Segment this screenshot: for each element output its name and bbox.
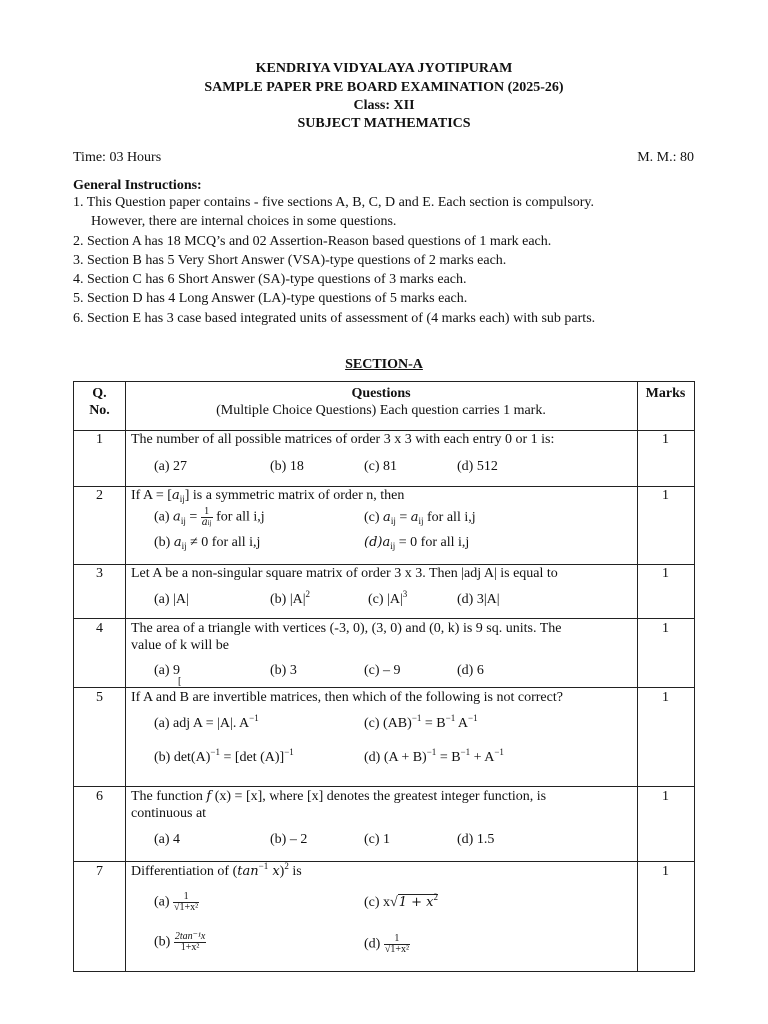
section-title: SECTION-A [345,357,423,372]
question-number: 4 [96,621,103,636]
question-table [73,381,695,972]
question-number: 2 [96,488,103,503]
row-divider [74,786,694,787]
qno-header: Q. [92,386,107,401]
option-b: (b) $|A|^2$ [270,589,311,607]
option-a: (a) 4 [154,832,181,847]
option-d: (d) 512 [457,459,498,474]
question-text: The function f (x) = [x], where [x] denotes the greatest integer function, is [131,789,547,804]
question-number: 5 [96,690,103,705]
option-d: (d) 6 [457,663,484,678]
option-c: (c) $a_{ij} = a_{ij}$ for all i,j [364,510,476,526]
row-divider [74,486,694,487]
instruction-item: 1. This Question paper contains - five sections A, B, C, D and E. Each section is compulsory. [73,195,595,210]
option-d: (d) 1.5 [457,832,495,847]
instruction-item: 5. Section D has 4 Long Answer (LA)-type questions of 5 marks each. [73,291,468,306]
option-c: (c) $(AB)^{-1} = B^{-1}$ $A^{-1}$ [364,713,478,731]
option-b: (b) 18 [270,459,304,474]
option-c: (c) 1 [364,832,391,847]
option-b: (b) $\det(A)^{-1} = [\det$ (A)]$^{-1}$ [154,747,294,765]
fraction: $\frac{1}{\text{√1+x²}}$ [384,933,409,955]
question-text: continuous at [131,806,207,821]
exam-title: SAMPLE PAPER PRE BOARD EXAMINATION (2025-26) [204,80,564,95]
question-text: Let A be a non-singular square matrix of order 3 x 3. Then |adj A| is equal to [131,566,558,581]
question-text: Differentiation of ($\tan^{-1}$ x)$^2$ is [131,861,302,879]
option-b: (b) $\frac{\text{2tan⁻¹x}}{\text{1+x²}}$ [154,931,206,953]
option-a: (a) $\frac{1}{\text{√1+x²}}$ [154,891,199,913]
question-marks: 1 [662,621,669,636]
question-text: The area of a triangle with vertices (-3, 0), (3, 0) and (0, k) is 9 sq. units. The [131,621,562,636]
option-c: (c) – 9 [364,663,401,678]
time-label: Time: 03 Hours [73,150,162,165]
option-a: (a) 27 [154,459,188,474]
question-text: The number of all possible matrices of order 3 x 3 with each entry 0 or 1 is: [131,432,555,447]
qno-header: No. [89,403,110,418]
question-marks: 1 [662,789,669,804]
column-divider [637,382,638,971]
questions-header: Questions [351,386,411,401]
question-text: value of k will be [131,638,229,653]
class-label: Class: XII [353,98,415,113]
option-c: (c) $x√1 + x^2$ [364,892,438,910]
max-marks-label: M. M.: 80 [637,150,694,165]
instruction-item: 3. Section B has 5 Very Short Answer (VSA)-type questions of 2 marks each. [73,253,507,268]
marks-header: Marks [645,386,686,401]
option-d: $(d)a_{ij} = 0$ for all i,j [364,535,470,551]
question-marks: 1 [662,690,669,705]
option-a: (a) adj A = |A|. $A^{-1}$ [154,713,259,731]
instruction-item: 4. Section C has 6 Short Answer (SA)-type questions of 3 marks each. [73,272,467,287]
row-divider [74,861,694,862]
option-a: (a) 9 [154,663,181,678]
option-d: (d) $(A + B)^{-1} = B^{-1} + A^{-1}$ [364,747,504,765]
questions-subheader: (Multiple Choice Questions) Each question carries 1 mark. [216,403,546,418]
option-c: (c) 81 [364,459,398,474]
fraction: $\frac{1}{\text{√1+x²}}$ [174,891,199,913]
fraction: $\frac{\text{2tan⁻¹x}}{\text{1+x²}}$ [174,931,206,953]
school-name: KENDRIYA VIDYALAYA JYOTIPURAM [255,61,513,76]
question-marks: 1 [662,864,669,879]
question-marks: 1 [662,566,669,581]
instruction-item: 6. Section E has 3 case based integrated units of assessment of (4 marks each) with sub parts. [73,311,596,326]
option-b: (b) – 2 [270,832,308,847]
option-b: (b) $a_{ij} \ne 0$ for all i,j [154,535,261,551]
stray-bracket: [ [178,676,182,687]
option-d: (d) 3|A| [457,592,500,607]
option-c: (c) $|A|^3$ [368,589,408,607]
row-divider [74,430,694,431]
column-divider [125,382,126,971]
question-marks: 1 [662,432,669,447]
instruction-item: However, there are internal choices in some questions. [91,214,397,229]
question-number: 3 [96,566,103,581]
instructions-title: General Instructions: [73,178,202,193]
subject-label: SUBJECT MATHEMATICS [297,116,471,131]
instruction-item: 2. Section A has 18 MCQ’s and 02 Assertion-Reason based questions of 1 mark each. [73,234,552,249]
question-text: If $A = [a_{ij}]$ is a symmetric matrix of order n, then [131,488,405,504]
option-a: (a) |A| [154,592,189,607]
question-number: 7 [96,864,103,879]
question-number: 6 [96,789,103,804]
fraction: $\frac{1}{\text{aij}}$ [201,506,212,528]
question-text: If A and B are invertible matrices, then which of the following is not correct? [131,690,563,705]
option-b: (b) 3 [270,663,297,678]
row-divider [74,687,694,688]
option-d: (d) $\frac{1}{\text{√1+x²}}$ [364,933,409,955]
option-a: (a) $a_{ij}$ = $\frac{1}{\text{aij}}$ for all i,j [154,506,265,528]
question-marks: 1 [662,488,669,503]
question-number: 1 [96,432,103,447]
row-divider [74,618,694,619]
row-divider [74,564,694,565]
